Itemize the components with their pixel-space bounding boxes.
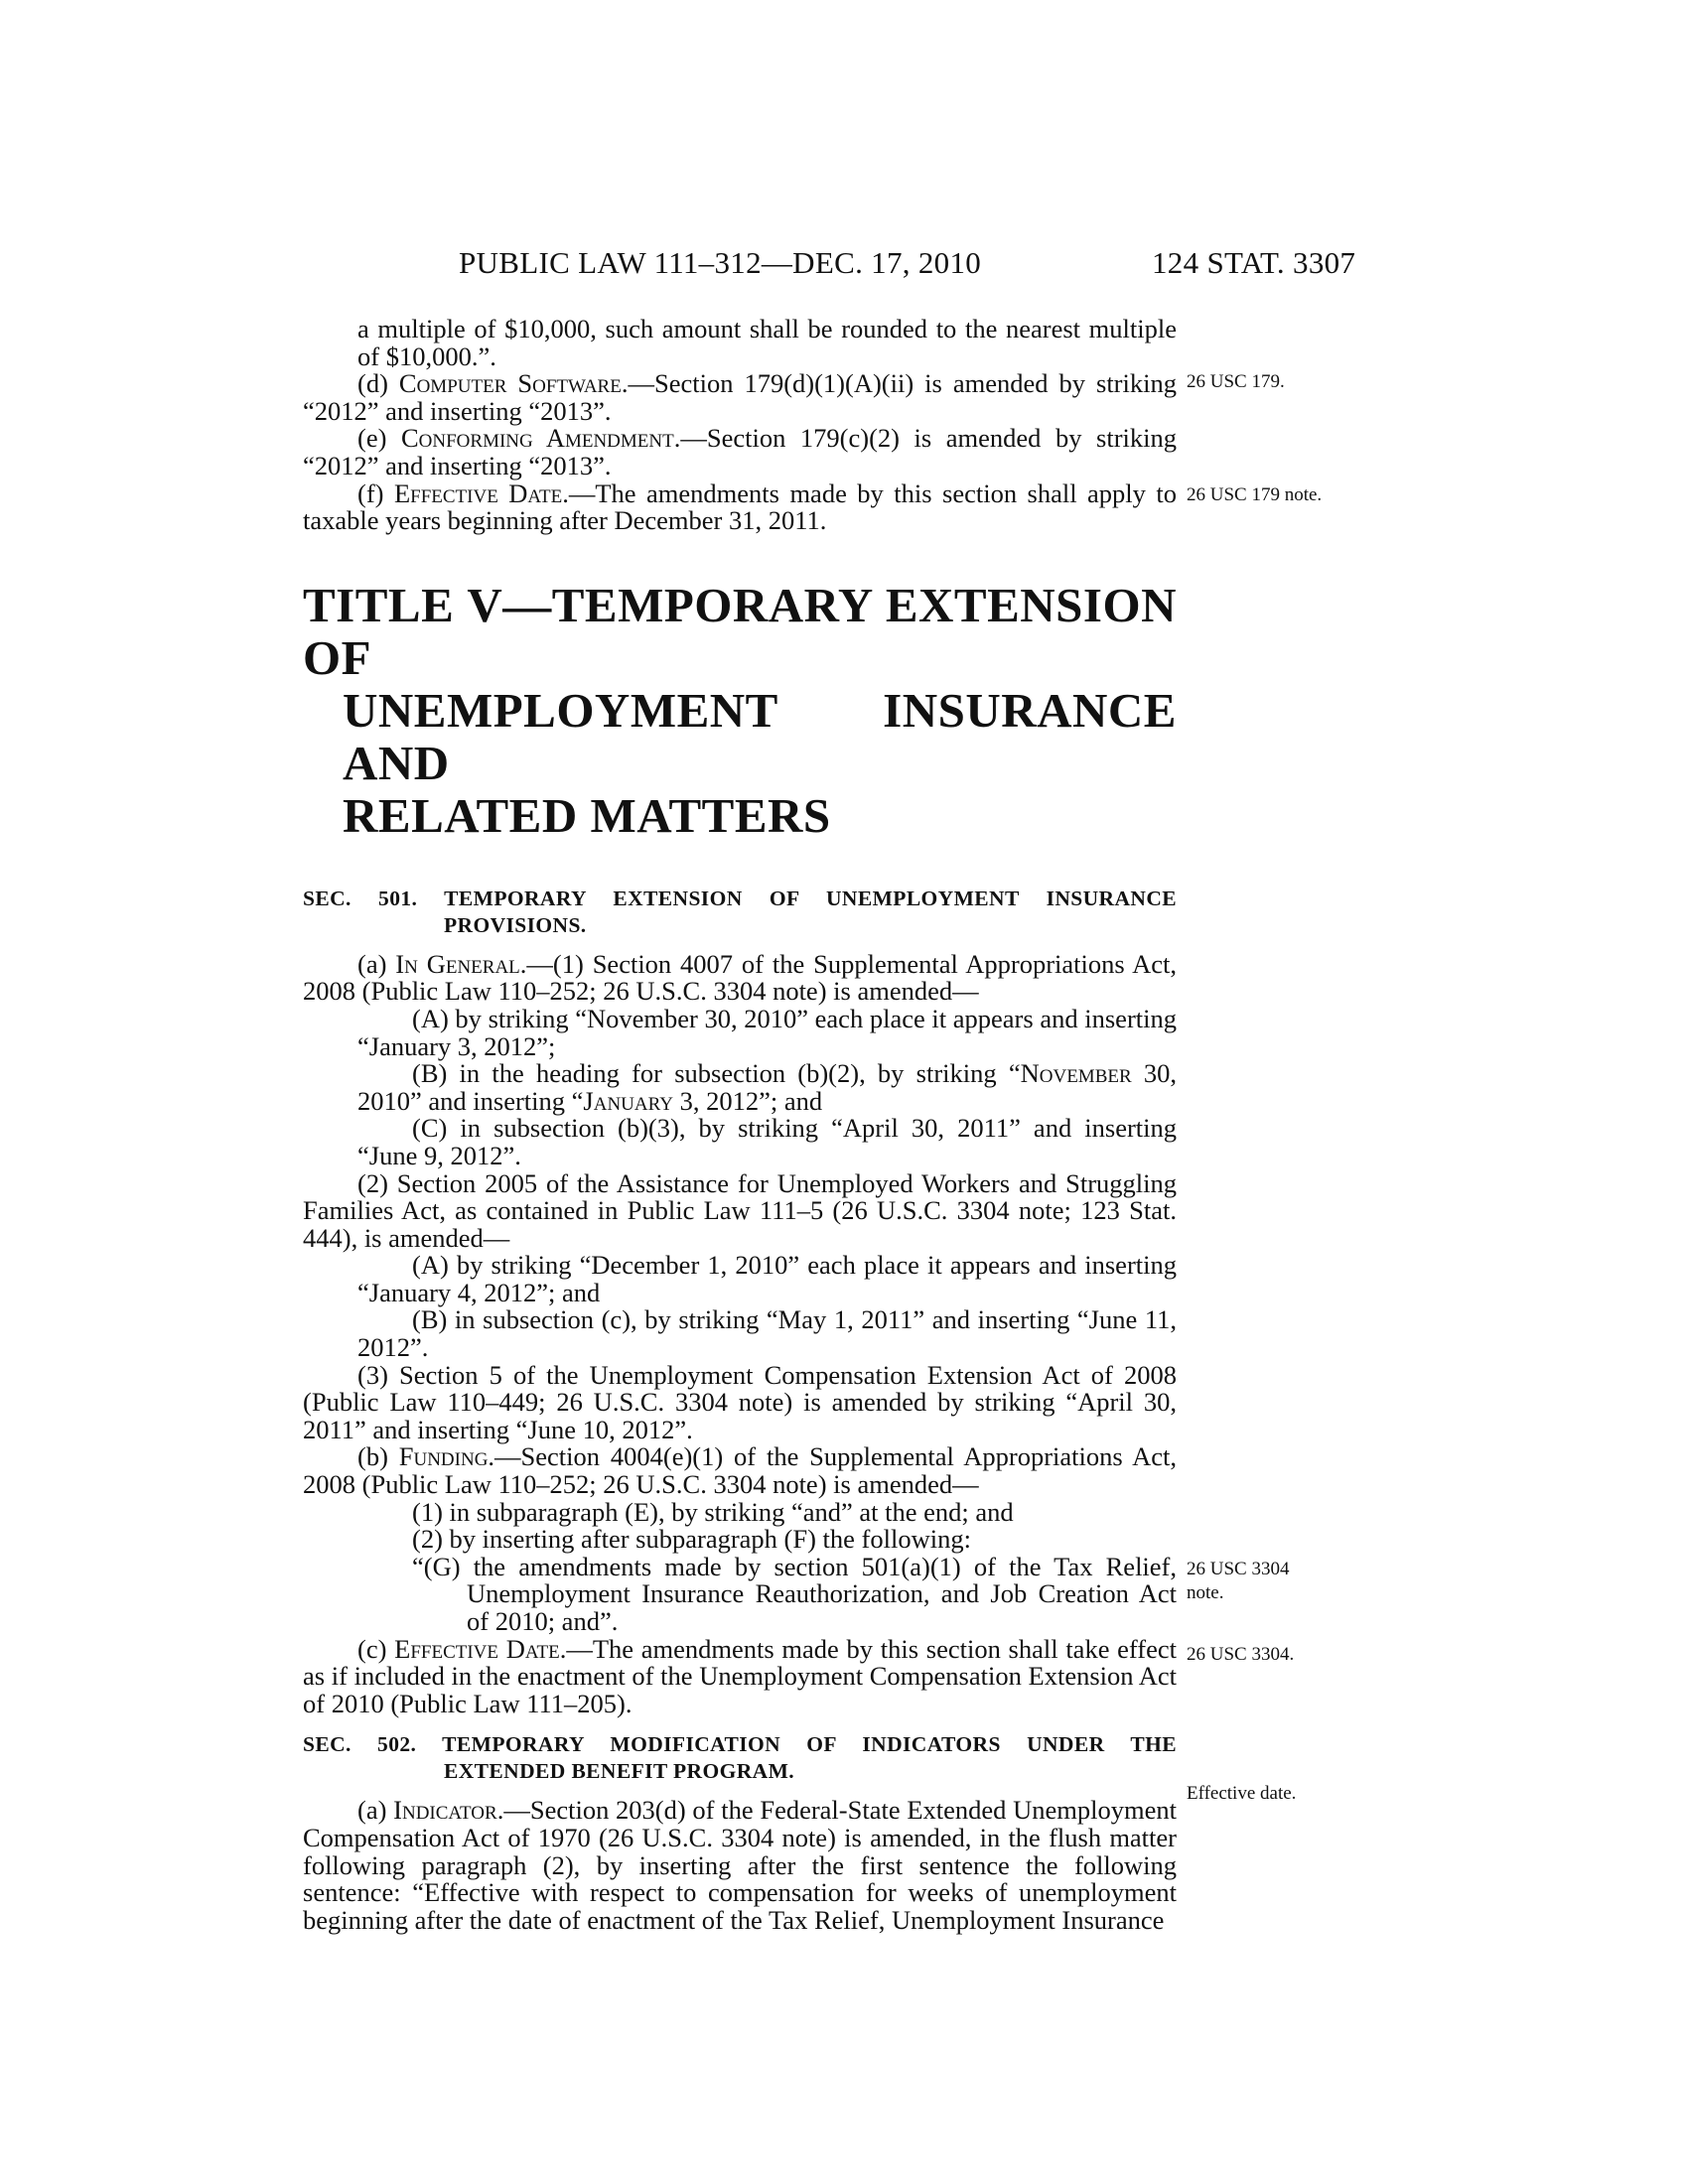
clause-b2G-quote: “(G) the amendments made by section 501(a)(1) of the Tax Relief, Unemployment Insurance Reauthorization, and Job Creation Act of 2010; and”. bbox=[412, 1551, 1177, 1636]
clause-b1: (1) in subparagraph (E), by striking “and” at the end; and bbox=[412, 1496, 1014, 1527]
subsection-a-indicator: (a) Indicator.—Section 203(d) of the Federal-State Extended Unemployment Compensation Act of 1970 (26 U.S.C. 3304 note) is amended, in the flush matter following paragraph (2), by inserting after the first sentence the following sentence: “Effective with respect to compensation for weeks of unemployment beginning after the date of enactment of the Tax Relief, Unemployment Insurance bbox=[303, 1795, 1178, 1935]
section-502-heading: SEC. 502. TEMPORARY MODIFICATION OF INDICATORS UNDER THE EXTENDED BENEFIT PROGRAM. bbox=[303, 1732, 1177, 1784]
clause-a1C: (C) in subsection (b)(3), by striking “April 30, 2011” and inserting “June 9, 2012”. bbox=[357, 1113, 1177, 1170]
margin-note-usc-3304: 26 USC 3304. bbox=[1187, 1644, 1295, 1665]
subsection-d: (d) Computer Software.—Section 179(d)(1)(A)(ii) is amended by striking “2012” and inserting “2013”. bbox=[303, 368, 1177, 426]
margin-note-usc-179-note: 26 USC 179 note. bbox=[1187, 484, 1323, 505]
statute-page-number: 124 STAT. 3307 bbox=[1152, 245, 1356, 280]
margin-note-effective-date: Effective date. bbox=[1187, 1783, 1297, 1804]
section-501-heading: SEC. 501. TEMPORARY EXTENSION OF UNEMPLOYMENT INSURANCE PROVISIONS. bbox=[303, 886, 1177, 937]
document-body bbox=[303, 316, 1177, 1934]
subsection-e: (e) Conforming Amendment.—Section 179(c)(2) is amended by striking “2012” and inserting “2013”. bbox=[303, 423, 1177, 480]
paragraph-continuation: a multiple of $10,000, such amount shall be rounded to the nearest multiple of $10,000.”. bbox=[357, 314, 1177, 371]
subsection-b-funding: (b) Funding.—Section 4004(e)(1) of the Supplemental Appropriations Act, 2008 (Public Law 110–252; 26 U.S.C. 3304 note) is amended— bbox=[303, 1441, 1177, 1500]
paragraph-a2: (2) Section 2005 of the Assistance for Unemployed Workers and Struggling Families Act, as contained in Public Law 111–5 (26 U.S.C. 3304 note; 123 Stat. 444), is amended— bbox=[303, 1167, 1177, 1253]
paragraph-a3: (3) Section 5 of the Unemployment Compensation Extension Act of 2008 (Public Law 110–449; 26 U.S.C. 3304 note) is amended by striking “April 30, 2011” and inserting “June 10, 2012”. bbox=[303, 1359, 1177, 1444]
subsection-f: (f) Effective Date.—The amendments made by this section shall apply to taxable years beginning after December 31, 2011. bbox=[303, 478, 1177, 536]
title-heading: TITLE V—TEMPORARY EXTENSION OF UNEMPLOYMENT INSURANCE AND RELATED MATTERS bbox=[303, 577, 1177, 843]
running-head-title: PUBLIC LAW 111–312—DEC. 17, 2010 bbox=[459, 245, 982, 280]
clause-b2: (2) by inserting after subparagraph (F) the following: bbox=[412, 1524, 971, 1555]
subsection-c-effective-date: (c) Effective Date.—The amendments made by this section shall take effect as if included in the enactment of the Unemployment Compensation Extension Act of 2010 (Public Law 111–205). bbox=[303, 1633, 1177, 1718]
clause-a2A: (A) by striking “December 1, 2010” each place it appears and inserting “January 4, 2012”; and bbox=[357, 1250, 1177, 1307]
clause-a2B: (B) in subsection (c), by striking “May 1, 2011” and inserting “June 11, 2012”. bbox=[357, 1304, 1177, 1363]
clause-a1B: (B) in the heading for subsection (b)(2), by striking “November 30, 2010” and inserting “January 3, 2012”; and bbox=[357, 1058, 1177, 1116]
page-header bbox=[0, 245, 1688, 285]
margin-note-usc-179: 26 USC 179. bbox=[1187, 371, 1285, 392]
margin-note-usc-3304-note: 26 USC 3304 note. bbox=[1187, 1559, 1290, 1603]
clause-a1A: (A) by striking “November 30, 2010” each place it appears and inserting “January 3, 2012”; bbox=[357, 1003, 1177, 1061]
subsection-a-in-general: (a) In General.—(1) Section 4007 of the Supplemental Appropriations Act, 2008 (Public Law 110–252; 26 U.S.C. 3304 note) is amended— bbox=[303, 948, 1177, 1007]
